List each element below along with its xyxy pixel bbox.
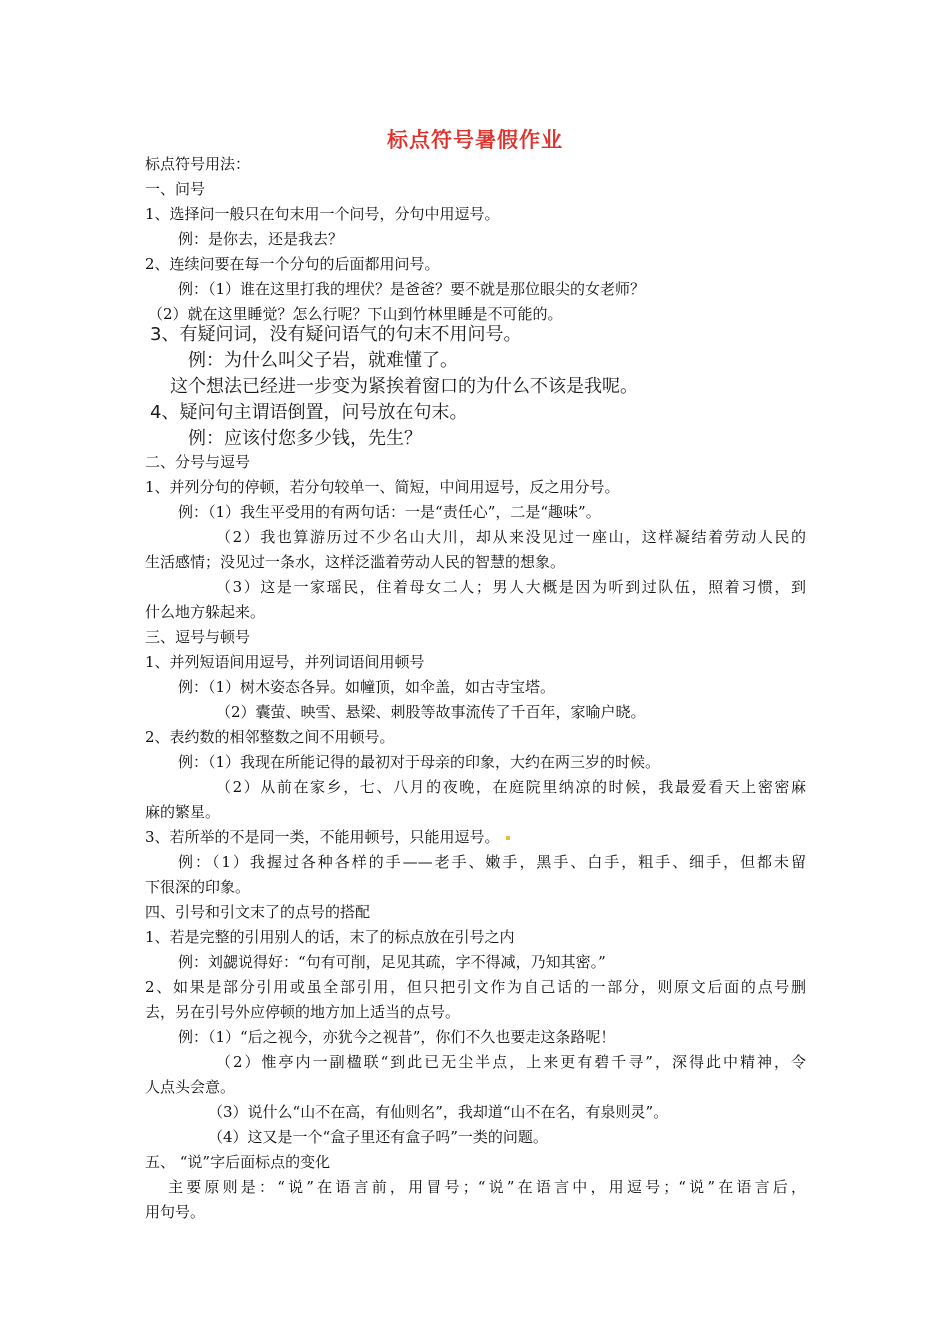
example-line: 例：（1）“后之视今，亦犹今之视昔”，你们不久也要走这条路呢！	[178, 1028, 616, 1046]
example-line: 例：（1）我握过各种各样的手——老手、嫩手，黑手、白手，粗手、细手，但都未留	[178, 853, 806, 871]
text-line: 4、疑问句主谓语倒置，问号放在句末。	[150, 402, 468, 423]
example-line: 例：（1）我现在所能记得的最初对于母亲的印象，大约在两三岁的时候。	[178, 753, 661, 771]
text-line: 2、表约数的相邻整数之间不用顿号。	[145, 728, 395, 746]
text-line	[145, 827, 510, 847]
text-line-content: 3、若所举的不是同一类，不能用顿号，只能用逗号。	[145, 828, 500, 846]
section-heading: 四、引号和引文末了的点号的搭配	[145, 903, 371, 921]
example-line: 例：（1）谁在这里打我的埋伏？是爸爸？要不就是那位眼尖的女老师？	[178, 280, 646, 298]
example-line: 这个想法已经进一步变为紧挨着窗口的为什么不该是我呢。	[170, 376, 638, 397]
dot-mark	[506, 836, 510, 840]
text-line: 3、有疑问词，没有疑问语气的句末不用问号。	[150, 324, 522, 345]
text-line: 2、连续问要在每一个分句的后面都用问号。	[145, 255, 440, 273]
text-line: 1、并列分句的停顿，若分句较单一、简短，中间用逗号，反之用分号。	[145, 478, 620, 496]
text-line: 1、若是完整的引用别人的话，末了的标点放在引号之内	[145, 928, 515, 946]
text-line: 用句号。	[145, 1203, 206, 1221]
section-heading: 一、问号	[145, 180, 206, 198]
example-line: 下很深的印象。	[145, 878, 251, 896]
example-line: （2）我也算游历过不少名山大川，却从来没见过一座山，这样凝结着劳动人民的	[216, 528, 806, 546]
example-line: （3）说什么“山不在高，有仙则名”，我却道“山不在名，有泉则灵”。	[208, 1103, 669, 1121]
text-line: 标点符号用法：	[145, 155, 251, 173]
example-line: 例：（1）树木姿态各异。如幢顶，如伞盖，如古寺宝塔。	[178, 678, 556, 696]
section-heading: 三、逗号与顿号	[145, 628, 251, 646]
text-line: 1、选择问一般只在句末用一个问号，分句中用逗号。	[145, 205, 500, 223]
document-title: 标点符号暑假作业	[387, 128, 563, 152]
example-line: 例：（1）我生平受用的有两句话：一是“责任心”，二是“趣味”。	[178, 503, 601, 521]
example-line: （3）这是一家瑶民，住着母女二人；男人大概是因为听到过队伍，照着习惯，到	[216, 578, 806, 596]
example-line: （2）就在这里睡觉？怎么行呢？下山到竹林里睡是不可能的。	[148, 305, 563, 323]
example-line: （2）从前在家乡，七、八月的夜晚，在庭院里纳凉的时候，我最爱看天上密密麻	[216, 778, 806, 796]
text-line: 1、并列短语间用逗号，并列词语间用顿号	[145, 653, 425, 671]
example-line: 例：刘勰说得好：“句有可削，足见其疏，字不得减，乃知其密。”	[178, 953, 606, 971]
example-line: （2）囊萤、映雪、悬梁、刺股等故事流传了千百年，家喻户晓。	[216, 703, 646, 721]
example-line: （2）惟亭内一副楹联“到此已无尘半点，上来更有碧千寻”，深得此中精神，令	[216, 1053, 806, 1071]
text-line: 主要原则是：“说”在语言前，用冒号；“说”在语言中，用逗号；“说”在语言后，	[168, 1178, 806, 1196]
example-line: 什么地方躲起来。	[145, 603, 266, 621]
section-heading: 二、分号与逗号	[145, 453, 251, 471]
example-line: 人点头会意。	[145, 1078, 236, 1096]
example-line: 例：是你去，还是我去？	[178, 230, 344, 248]
example-line: 麻的繁星。	[145, 803, 221, 821]
example-line: 例：为什么叫父子岩，就难懂了。	[188, 350, 458, 371]
example-line: 生活感情；没见过一条水，这样泛滥着劳动人民的智慧的想象。	[145, 553, 566, 571]
section-heading: 五、 “说”字后面标点的变化	[145, 1153, 331, 1171]
example-line: （4）这又是一个“盒子里还有盒子吗”一类的问题。	[208, 1128, 548, 1146]
example-line: 例：应该付您多少钱，先生？	[188, 428, 422, 449]
text-line: 2、如果是部分引用或虽全部引用，但只把引文作为自己话的一部分，则原文后面的点号删	[145, 978, 806, 996]
text-line: 去，另在引号外应停顿的地方加上适当的点号。	[145, 1003, 461, 1021]
